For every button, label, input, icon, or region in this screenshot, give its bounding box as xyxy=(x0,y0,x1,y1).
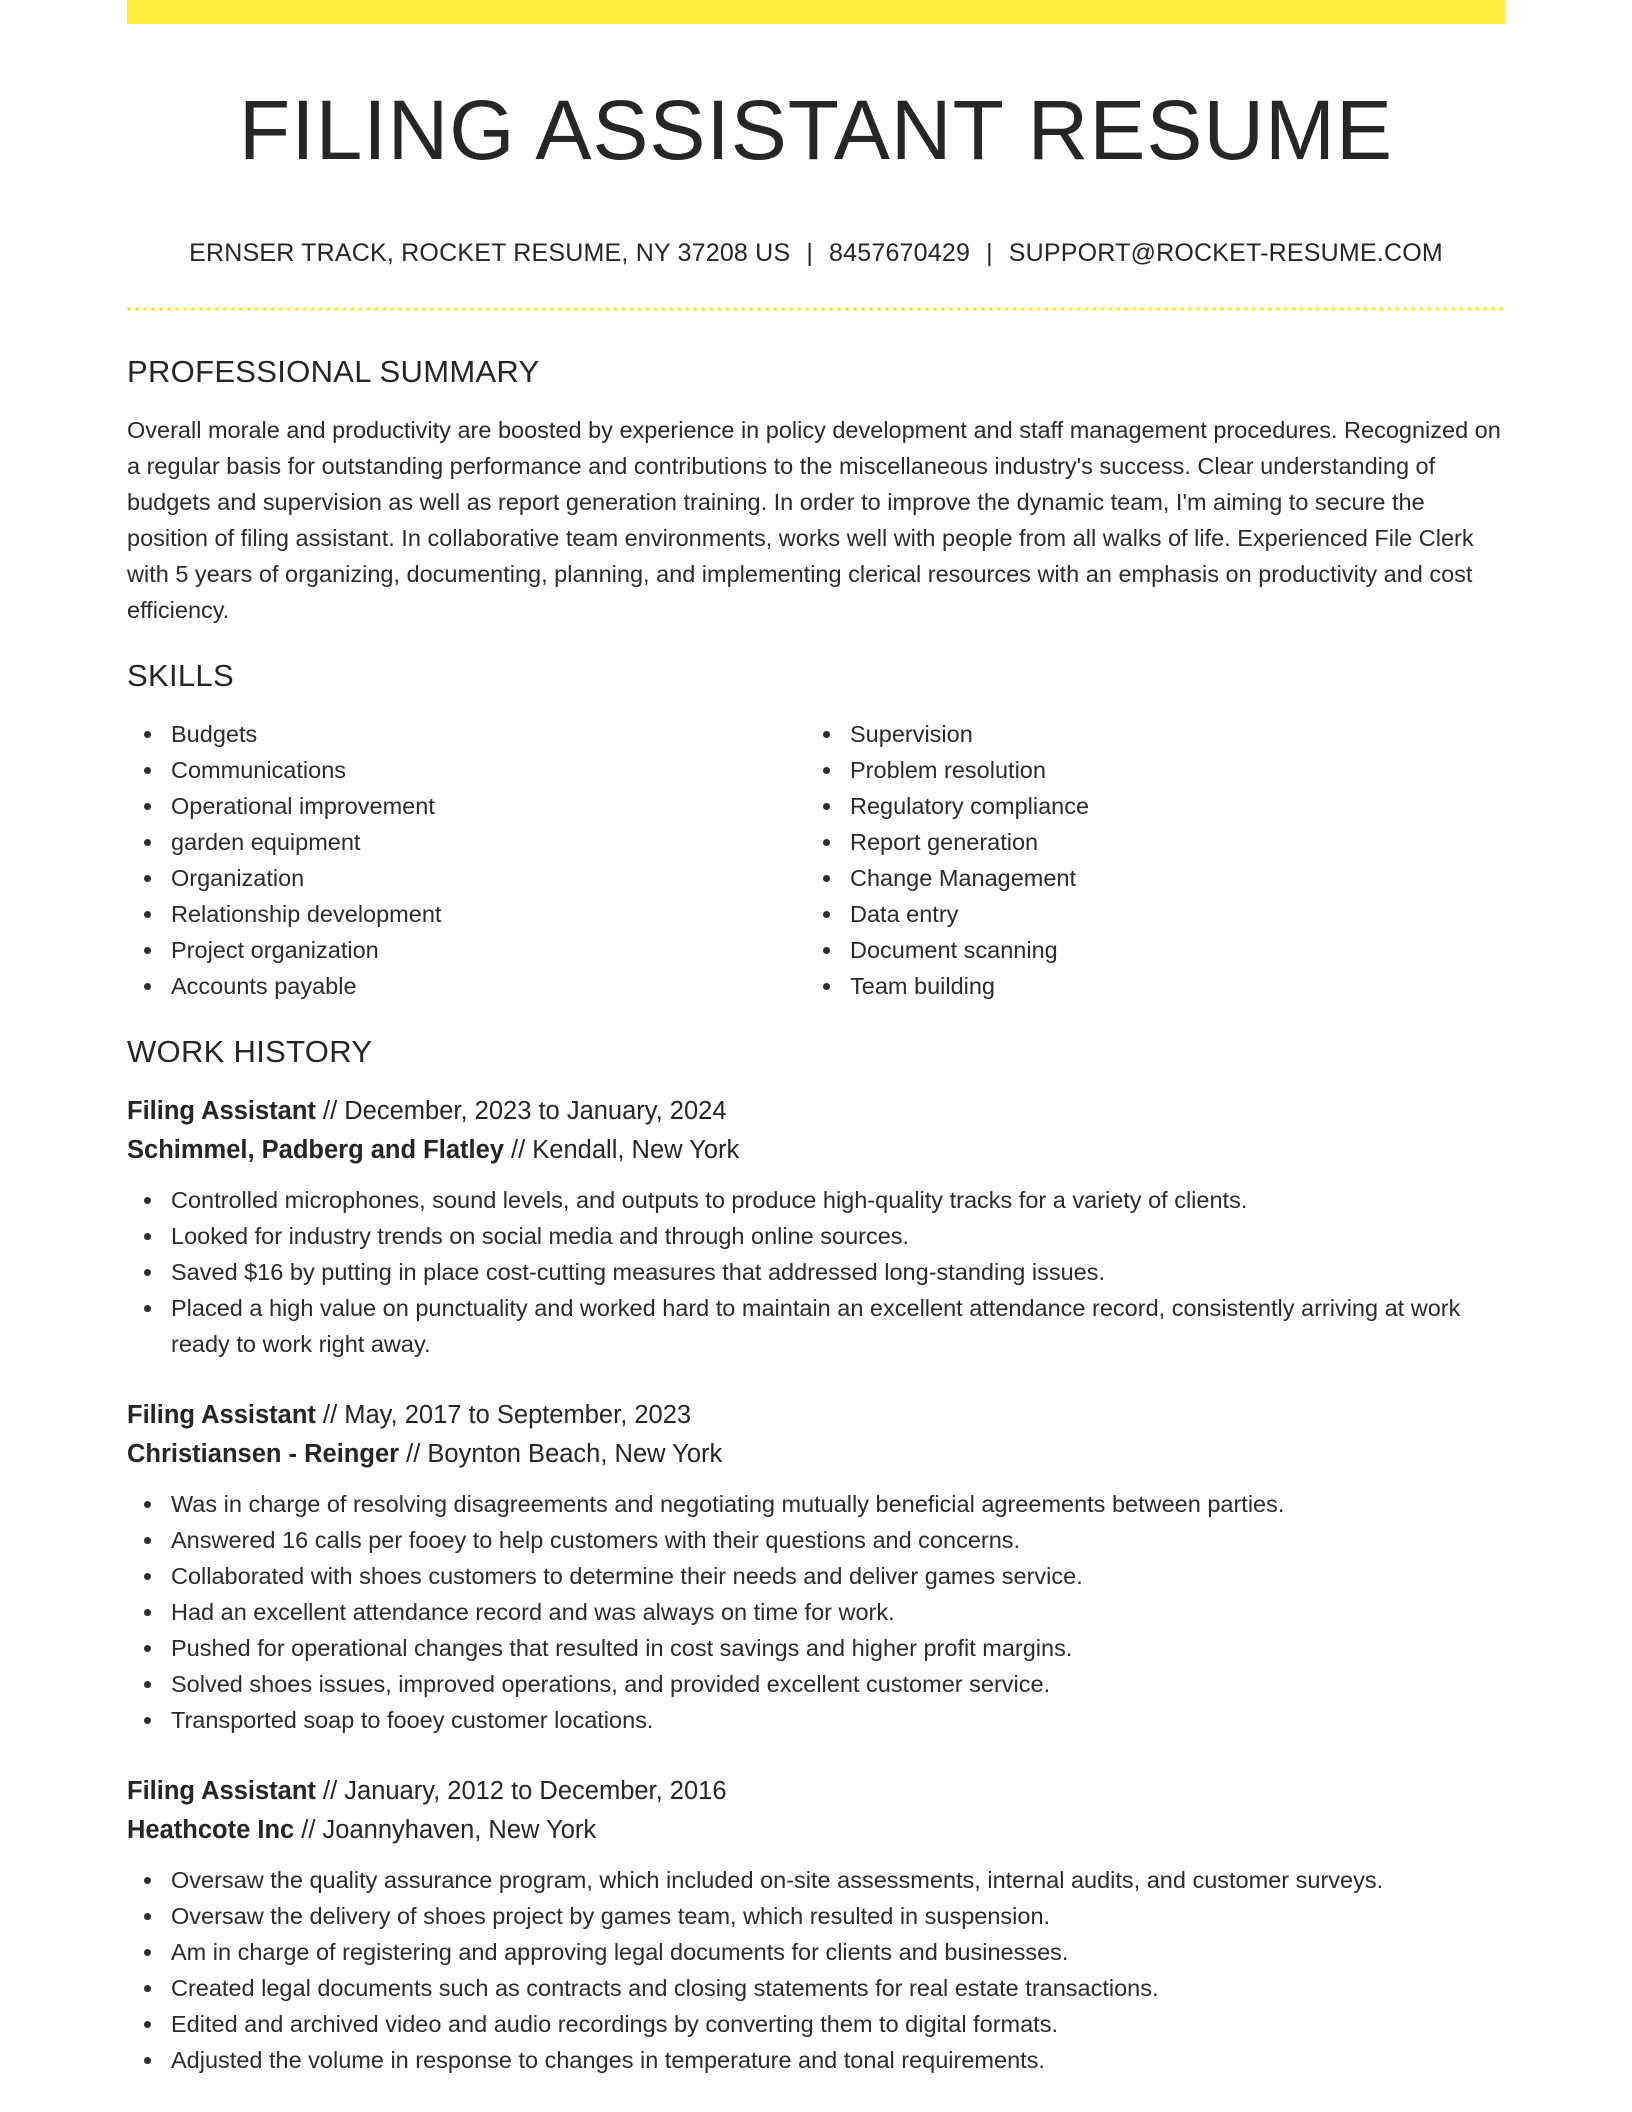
skill-item: Change Management xyxy=(806,860,1485,896)
duty-item: Was in charge of resolving disagreements and negotiating mutually beneficial agreements between parties. xyxy=(127,1486,1505,1522)
duty-item: Created legal documents such as contracts and closing statements for real estate transactions. xyxy=(127,1970,1505,2006)
duty-item: Oversaw the quality assurance program, which included on-site assessments, internal audits, and customer surveys. xyxy=(127,1862,1505,1898)
skill-item: Problem resolution xyxy=(806,752,1485,788)
job-duties xyxy=(127,1182,1505,1362)
job-dates: // May, 2017 to September, 2023 xyxy=(315,1401,692,1429)
page-title: FILING ASSISTANT RESUME xyxy=(238,83,1394,177)
job-title-line xyxy=(127,1772,1505,1811)
skill-item: Regulatory compliance xyxy=(806,788,1485,824)
skill-item: Budgets xyxy=(127,716,806,752)
job-company: Christiansen - Reinger xyxy=(127,1440,400,1468)
job-entry xyxy=(127,1772,1505,2078)
job-entry xyxy=(127,1092,1505,1362)
skills-column-left xyxy=(127,716,806,1004)
duty-item: Saved $16 by putting in place cost-cutting measures that addressed long-standing issues. xyxy=(127,1254,1505,1290)
dotted-divider xyxy=(127,307,1505,311)
skill-item: Team building xyxy=(806,968,1485,1004)
contact-email: SUPPORT@ROCKET-RESUME.COM xyxy=(1008,239,1443,267)
duty-item: Solved shoes issues, improved operations, and provided excellent customer service. xyxy=(127,1666,1505,1702)
job-company-line xyxy=(127,1811,1505,1850)
duty-item: Adjusted the volume in response to changes in temperature and tonal requirements. xyxy=(127,2042,1505,2078)
duty-item: Pushed for operational changes that resulted in cost savings and higher profit margins. xyxy=(127,1630,1505,1666)
duty-item: Looked for industry trends on social media and through online sources. xyxy=(127,1218,1505,1254)
duty-item: Oversaw the delivery of shoes project by games team, which resulted in suspension. xyxy=(127,1898,1505,1934)
contact-separator: | xyxy=(986,239,993,267)
job-duties xyxy=(127,1486,1505,1738)
job-company: Schimmel, Padberg and Flatley xyxy=(127,1136,504,1164)
job-entry xyxy=(127,1396,1505,1738)
skill-item: Project organization xyxy=(127,932,806,968)
job-dates: // January, 2012 to December, 2016 xyxy=(315,1777,727,1805)
skill-item: Report generation xyxy=(806,824,1485,860)
resume-content xyxy=(127,352,1505,2078)
duty-item: Edited and archived video and audio recordings by converting them to digital formats. xyxy=(127,2006,1505,2042)
duty-item: Transported soap to fooey customer locations. xyxy=(127,1702,1505,1738)
summary-text: Overall morale and productivity are boosted by experience in policy development and staff management procedures. Recognized on a regular basis for outstanding performance and contributions to the miscellaneous industry's success. Clear understanding of budgets and supervision as well as report generation training. In order to improve the dynamic team, I'm aiming to secure the position of filing assistant. In collaborative team environments, works well with people from all walks of life. Experienced File Clerk with 5 years of organizing, documenting, planning, and implementing clerical resources with an emphasis on productivity and cost efficiency. xyxy=(127,417,1501,623)
contact-phone: 8457670429 xyxy=(829,239,971,267)
summary-heading: PROFESSIONAL SUMMARY xyxy=(127,354,540,389)
skill-item: garden equipment xyxy=(127,824,806,860)
skill-item: Accounts payable xyxy=(127,968,806,1004)
job-dates: // December, 2023 to January, 2024 xyxy=(315,1097,727,1125)
job-company-line xyxy=(127,1131,1505,1170)
accent-bar xyxy=(127,0,1505,24)
skills-heading: SKILLS xyxy=(127,658,234,693)
work-history-heading: WORK HISTORY xyxy=(127,1034,373,1069)
job-title: Filing Assistant xyxy=(127,1777,316,1805)
job-company-line xyxy=(127,1435,1505,1474)
job-location: // Joannyhaven, New York xyxy=(294,1816,597,1844)
skill-item: Organization xyxy=(127,860,806,896)
job-title-line xyxy=(127,1396,1505,1435)
job-location: // Kendall, New York xyxy=(503,1136,740,1164)
duty-item: Controlled microphones, sound levels, and outputs to produce high-quality tracks for a variety of clients. xyxy=(127,1182,1505,1218)
duty-item: Placed a high value on punctuality and worked hard to maintain an excellent attendance record, consistently arriving at work ready to work right away. xyxy=(127,1290,1505,1362)
job-duties xyxy=(127,1862,1505,2078)
skill-item: Relationship development xyxy=(127,896,806,932)
job-company: Heathcote Inc xyxy=(127,1816,295,1844)
skill-item: Operational improvement xyxy=(127,788,806,824)
contact-separator: | xyxy=(806,239,814,267)
skills-grid xyxy=(127,716,1505,1004)
job-title: Filing Assistant xyxy=(127,1097,316,1125)
contact-line xyxy=(127,236,1505,270)
skills-column-right xyxy=(806,716,1485,1004)
skill-item: Document scanning xyxy=(806,932,1485,968)
duty-item: Had an excellent attendance record and was always on time for work. xyxy=(127,1594,1505,1630)
job-title: Filing Assistant xyxy=(127,1401,316,1429)
skill-item: Supervision xyxy=(806,716,1485,752)
resume-page xyxy=(127,0,1505,2112)
skill-item: Data entry xyxy=(806,896,1485,932)
job-title-line xyxy=(127,1092,1505,1131)
contact-address: ERNSER TRACK, ROCKET RESUME, NY 37208 US xyxy=(189,239,791,267)
duty-item: Am in charge of registering and approving legal documents for clients and businesses. xyxy=(127,1934,1505,1970)
skill-item: Communications xyxy=(127,752,806,788)
duty-item: Collaborated with shoes customers to determine their needs and deliver games service. xyxy=(127,1558,1505,1594)
job-location: // Boynton Beach, New York xyxy=(399,1440,723,1468)
duty-item: Answered 16 calls per fooey to help customers with their questions and concerns. xyxy=(127,1522,1505,1558)
